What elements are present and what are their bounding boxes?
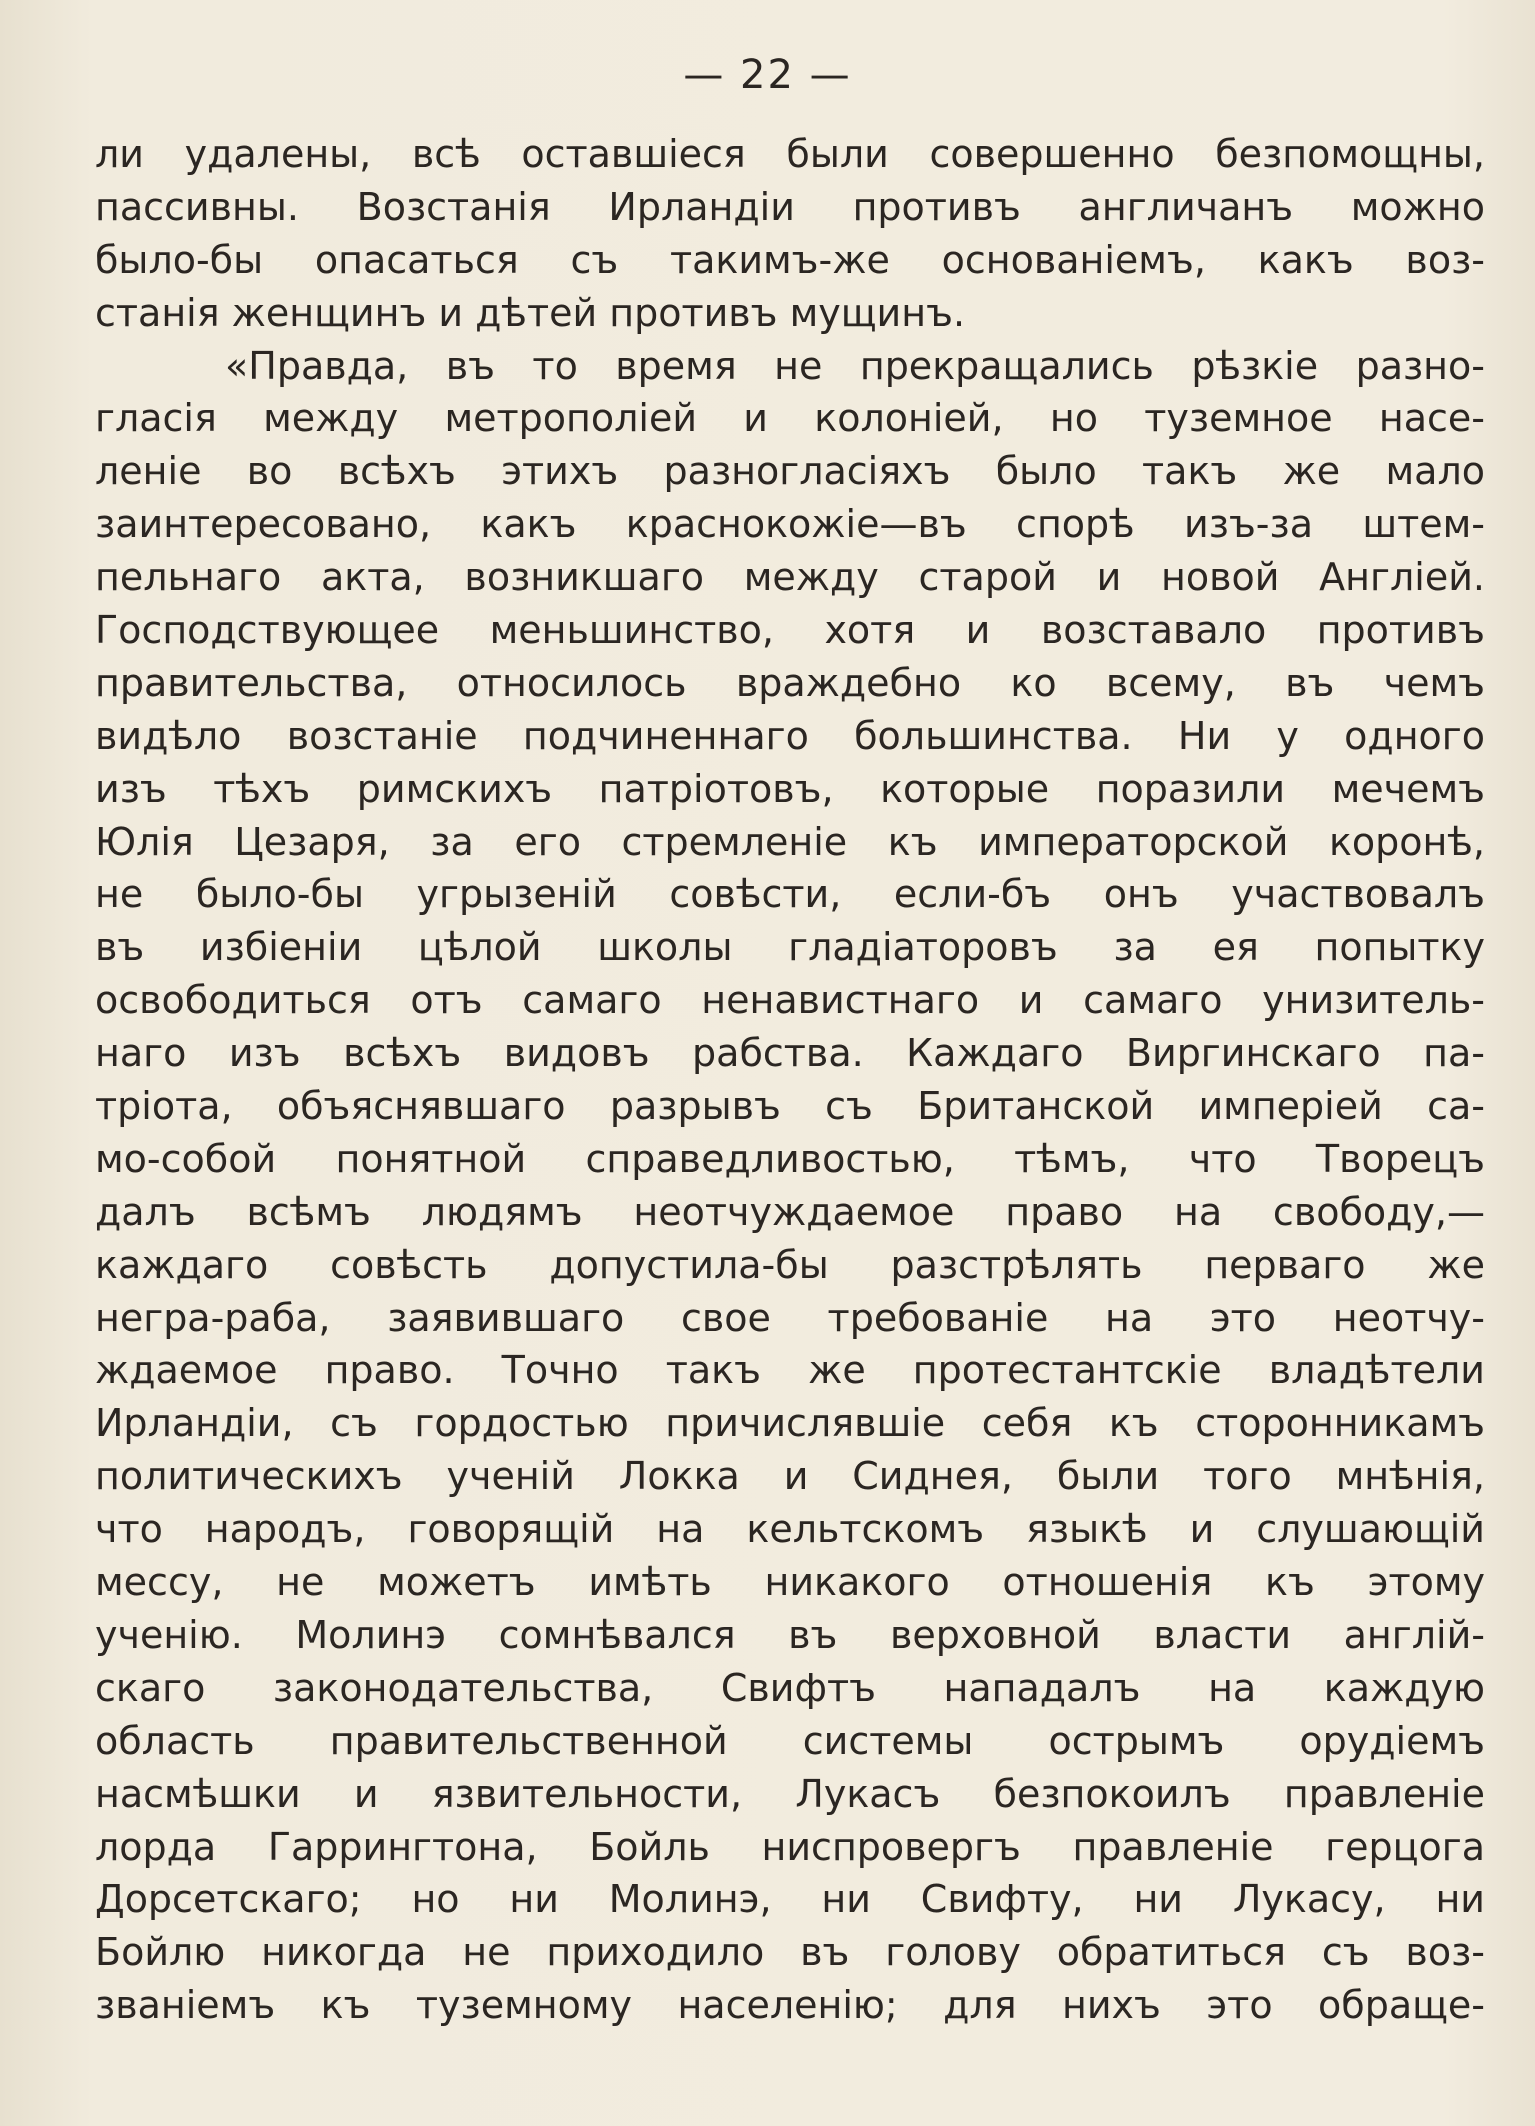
text-line: изъ тѣхъ римскихъ патріотовъ, которые поразили мечемъ [95, 766, 1485, 811]
text-line: заинтересовано, какъ краснокожіе—въ спорѣ изъ-за штем- [95, 502, 1485, 547]
text-line: ученію. Молинэ сомнѣвался въ верховной власти англій- [95, 1612, 1485, 1657]
text-line: было-бы опасаться съ такимъ-же основаніемъ, какъ воз- [95, 237, 1485, 282]
text-line: пассивны. Возстанія Ирландіи противъ англичанъ можно [95, 184, 1485, 229]
body-text [95, 128, 1485, 2032]
text-line: Ирландіи, съ гордостью причислявшіе себя къ сторонникамъ [95, 1401, 1485, 1446]
text-line: Господствующее меньшинство, хотя и возставало противъ [95, 608, 1485, 653]
text-line: гласія между метрополіей и колоніей, но туземное насе- [95, 396, 1485, 441]
text-line: званіемъ къ туземному населенію; для нихъ это обраще- [95, 1983, 1485, 2028]
text-line: Бойлю никогда не приходило въ голову обратиться съ воз- [95, 1930, 1485, 1975]
text-line: Юлія Цезаря, за его стремленіе къ императорской коронѣ, [95, 819, 1485, 864]
text-line: негра-раба, заявившаго свое требованіе на это неотчу- [95, 1295, 1485, 1340]
text-line: въ избіеніи цѣлой школы гладіаторовъ за ея попытку [95, 925, 1485, 970]
text-line: видѣло возстаніе подчиненнаго большинства. Ни у одного [95, 713, 1485, 758]
text-line: освободиться отъ самаго ненавистнаго и самаго унизитель- [95, 978, 1485, 1023]
text-line: пельнаго акта, возникшаго между старой и новой Англіей. [95, 555, 1485, 600]
text-line: область правительственной системы острымъ орудіемъ [95, 1718, 1485, 1763]
text-line: политическихъ ученій Локка и Сиднея, были того мнѣнія, [95, 1454, 1485, 1499]
text-line: ли удалены, всѣ оставшіеся были совершенно безпомощны, [95, 132, 1485, 176]
text-line: наго изъ всѣхъ видовъ рабства. Каждаго Виргинскаго па- [95, 1031, 1485, 1076]
text-line: насмѣшки и язвительности, Лукасъ безпокоилъ правленіе [95, 1771, 1485, 1816]
text-line: каждаго совѣсть допустила-бы разстрѣлять перваго же [95, 1242, 1485, 1287]
text-line: Дорсетскаго; но ни Молинэ, ни Свифту, ни Лукасу, ни [95, 1877, 1485, 1922]
text-line: мессу, не можетъ имѣть никакого отношенія къ этому [95, 1560, 1485, 1605]
text-line: леніе во всѣхъ этихъ разногласіяхъ было такъ же мало [95, 449, 1485, 494]
text-line: далъ всѣмъ людямъ неотчуждаемое право на свободу,— [95, 1189, 1485, 1234]
text-line: скаго законодательства, Свифтъ нападалъ на каждую [95, 1665, 1485, 1710]
page-number: — 22 — [683, 52, 852, 98]
text-line: не было-бы угрызеній совѣсти, если-бъ онъ участвовалъ [95, 872, 1485, 917]
text-line: тріота, объяснявшаго разрывъ съ Британской имперіей са- [95, 1084, 1485, 1129]
text-line: правительства, относилось враждебно ко всему, въ чемъ [95, 660, 1485, 705]
text-line: мо-собой понятной справедливостью, тѣмъ, что Творецъ [95, 1136, 1485, 1181]
text-line: станія женщинъ и дѣтей противъ мущинъ. [95, 290, 966, 335]
text-line: «Правда, въ то время не прекращались рѣзкіе разно- [225, 343, 1485, 388]
text-line: ждаемое право. Точно такъ же протестантскіе владѣтели [95, 1348, 1485, 1393]
text-line: что народъ, говорящій на кельтскомъ языкѣ и слушающій [95, 1507, 1485, 1552]
text-line: лорда Гаррингтона, Бойль ниспровергъ правленіе герцога [95, 1824, 1485, 1869]
